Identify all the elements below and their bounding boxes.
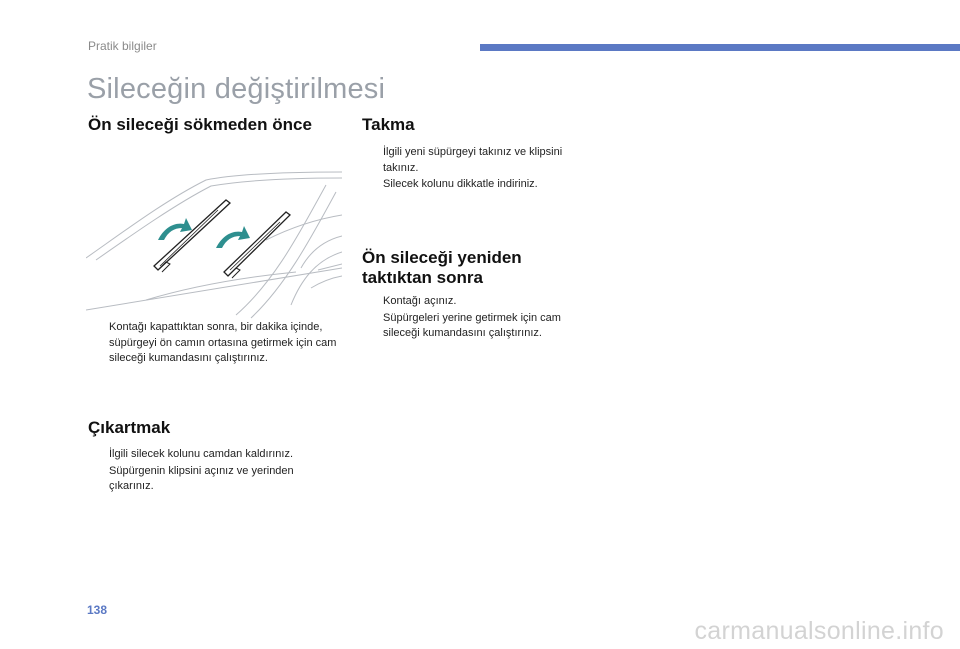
heading-removal: Çıkartmak — [88, 418, 171, 437]
page-title: Sileceğin değiştirilmesi — [87, 73, 386, 105]
removal-steps — [88, 447, 338, 496]
wiper-illustration — [86, 160, 342, 320]
heading-before-removal: Ön sileceği sökmeden önce — [88, 115, 312, 134]
list-item: Süpürgenin klipsini açınız ve yerinden çıkarınız. — [109, 464, 294, 492]
heading-after-refit: Ön sileceği yeniden taktıktan sonra — [362, 248, 522, 287]
header-accent-bar — [480, 44, 960, 51]
list-item: İlgili yeni süpürgeyi takınız ve klipsini takınız. — [383, 146, 563, 174]
list-item: Süpürgeleri yerine getirmek için cam sileceği kumandasını çalıştırınız. — [383, 311, 561, 339]
section-label: Pratik bilgiler — [88, 39, 157, 53]
list-item: Silecek kolunu dikkatle indiriniz. — [383, 178, 538, 190]
heading-installation: Takma — [362, 115, 415, 134]
after-refit-steps — [362, 294, 592, 343]
installation-steps — [362, 145, 592, 194]
before-removal-steps — [88, 320, 338, 368]
page-number: 138 — [87, 603, 108, 617]
watermark: carmanualsonline.info — [694, 617, 944, 645]
list-item: Kontağı açınız. — [383, 295, 457, 307]
list-item: İlgili silecek kolunu camdan kaldırınız. — [109, 448, 294, 460]
list-item: Kontağı kapattıktan sonra, bir dakika içinde, süpürgeyi ön camın ortasına getirmek için cam sileceği kumandasını çalıştırınız. — [109, 321, 337, 364]
